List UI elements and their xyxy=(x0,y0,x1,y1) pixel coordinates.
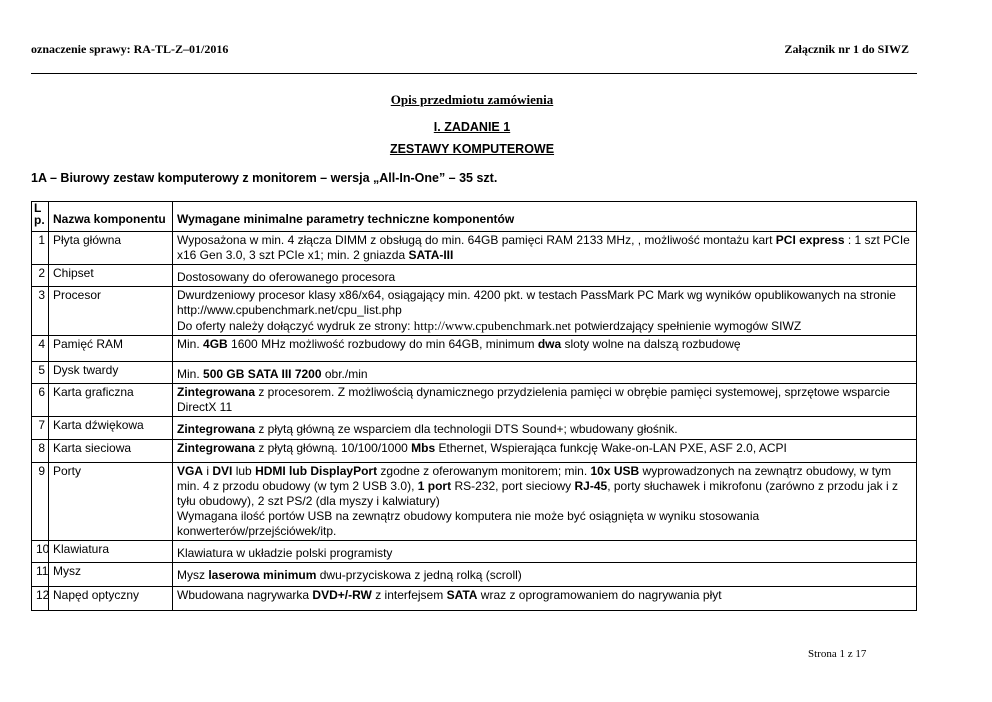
table-row xyxy=(32,417,917,440)
component-name: Płyta główna xyxy=(49,232,173,265)
requirement-text: sloty wolne na dalszą rozbudowę xyxy=(561,337,741,351)
component-name: Mysz xyxy=(49,563,173,587)
row-number: 2 xyxy=(32,265,49,287)
component-requirements xyxy=(173,587,917,611)
row-number: 7 xyxy=(32,417,49,440)
table-row xyxy=(32,265,917,287)
requirement-emphasis: Mbs xyxy=(411,441,436,455)
header-requirements: Wymagane minimalne parametry techniczne komponentów xyxy=(173,202,917,232)
requirement-text: Dwurdzeniowy procesor klasy x86/x64, osiągający min. 4200 pkt. w testach PassMark PC Mark wg wyników opublikowanych na stronie http://www.cpubenchmark.net/cpu_list.php xyxy=(177,288,896,317)
table-row xyxy=(32,440,917,463)
requirement-emphasis: Zintegrowana xyxy=(177,385,256,399)
page-number: Strona 1 z 17 xyxy=(808,648,867,660)
component-requirements xyxy=(173,384,917,417)
table-row xyxy=(32,232,917,265)
requirement-text: Min. xyxy=(177,337,204,351)
requirement-text: z płytą główną ze wsparciem dla technologii DTS Sound+; wbudowany głośnik. xyxy=(255,422,678,436)
requirement-text: , porty słuchawek i mikrofonu (zarówno z przodu jak i z tyłu obudowy), 2 szt PS/2 (dla myszy i kalwiatury) xyxy=(177,479,898,508)
requirement-emphasis: 4GB xyxy=(203,337,228,351)
document-title: Opis przedmiotu zamówienia xyxy=(390,92,554,107)
table-row xyxy=(32,541,917,563)
requirement-emphasis: 10x USB xyxy=(590,464,640,478)
component-requirements xyxy=(173,440,917,463)
component-name: Procesor xyxy=(49,287,173,336)
requirement-emphasis: SATA-III xyxy=(408,248,454,262)
component-name: Dysk twardy xyxy=(49,362,173,384)
row-number: 11 xyxy=(32,563,49,587)
component-requirements xyxy=(173,265,917,287)
attachment-label: Załącznik nr 1 do SIWZ xyxy=(784,42,909,56)
requirement-text: Min. xyxy=(177,367,204,381)
header-component-name: Nazwa komponentu xyxy=(49,202,173,232)
requirement-emphasis: Zintegrowana xyxy=(177,441,256,455)
requirement-text: Wyposażona w min. 4 złącza DIMM z obsługą do min. 64GB pamięci RAM 2133 MHz, , możliwość montażu kart xyxy=(177,233,776,247)
component-requirements xyxy=(173,336,917,362)
component-name: Chipset xyxy=(49,265,173,287)
requirement-text: wyprowadzonych na zewnątrz obudowy, w tym min. 4 z przodu obudowy (w tym 2 USB 3.0), xyxy=(177,464,892,493)
table-header-row xyxy=(32,202,917,232)
requirement-text: z płytą główną. 10/100/1000 xyxy=(255,441,412,455)
row-number: 9 xyxy=(32,463,49,541)
requirement-emphasis: dwa xyxy=(537,337,562,351)
requirement-text: potwierdzający spełnienie wymogów SIWZ xyxy=(571,319,802,333)
requirement-text: Klawiatura w układzie polski programisty xyxy=(177,546,393,560)
row-number: 10 xyxy=(32,541,49,563)
requirement-text: Ethernet, Wspierająca funkcję Wake-on-LAN PXE, ASF 2.0, ACPI xyxy=(435,441,787,455)
requirement-text: z procesorem. Z możliwością dynamicznego przydzielenia pamięci w obrębie pamięci systemowej, sprzętowe wsparcie DirectX 11 xyxy=(177,385,890,414)
requirement-text: http://www.cpubenchmark.net xyxy=(413,318,572,333)
requirement-text: lub xyxy=(232,464,256,478)
row-number: 6 xyxy=(32,384,49,417)
requirement-emphasis: laserowa minimum xyxy=(208,568,317,582)
requirement-text: obr./min xyxy=(321,367,368,381)
row-number: 5 xyxy=(32,362,49,384)
header-lp: Lp. xyxy=(32,202,49,232)
requirement-emphasis: DVD+/-RW xyxy=(312,588,372,602)
requirement-text: wraz z oprogramowaniem do nagrywania płyt xyxy=(477,588,722,602)
requirement-emphasis: 1 port xyxy=(417,479,452,493)
requirement-emphasis: RJ-45 xyxy=(574,479,608,493)
requirement-text: Dostosowany do oferowanego procesora xyxy=(177,270,396,284)
requirement-text: Wbudowana nagrywarka xyxy=(177,588,313,602)
case-reference: oznaczenie sprawy: RA-TL-Z–01/2016 xyxy=(31,42,229,56)
row-number: 1 xyxy=(32,232,49,265)
component-requirements xyxy=(173,362,917,384)
requirement-text: z interfejsem xyxy=(371,588,447,602)
component-requirements xyxy=(173,287,917,336)
task-subheading: ZESTAWY KOMPUTEROWE xyxy=(389,142,555,156)
requirement-text: Do oferty należy dołączyć wydruk ze strony: xyxy=(177,319,414,333)
table-row xyxy=(32,563,917,587)
component-name: Karta sieciowa xyxy=(49,440,173,463)
requirement-text: : 1 szt PCIe x16 Gen 3.0, 3 szt PCIe x1; min. 2 gniazda xyxy=(177,233,910,262)
component-requirements xyxy=(173,417,917,440)
header-divider xyxy=(31,73,917,74)
component-name: Pamięć RAM xyxy=(49,336,173,362)
requirement-emphasis: VGA xyxy=(177,464,204,478)
requirement-emphasis: HDMI lub DisplayPort xyxy=(255,464,378,478)
requirement-text: i xyxy=(203,464,213,478)
section-heading: 1A – Biurowy zestaw komputerowy z monitorem – wersja „All-In-One” – 35 szt. xyxy=(31,171,498,185)
component-name: Karta dźwiękowa xyxy=(49,417,173,440)
requirement-text: 1600 MHz możliwość rozbudowy do min 64GB, minimum xyxy=(227,337,538,351)
requirement-emphasis: Zintegrowana xyxy=(177,422,256,436)
requirement-emphasis: SATA xyxy=(446,588,478,602)
component-name: Karta graficzna xyxy=(49,384,173,417)
requirement-text: zgodne z oferowanym monitorem; min. xyxy=(377,464,591,478)
requirement-text: Mysz xyxy=(177,568,209,582)
component-name: Napęd optyczny xyxy=(49,587,173,611)
table-row xyxy=(32,287,917,336)
requirement-emphasis: DVI xyxy=(212,464,233,478)
requirement-text: RS-232, port sieciowy xyxy=(451,479,575,493)
component-requirements xyxy=(173,463,917,541)
requirement-emphasis: PCI express xyxy=(775,233,845,247)
row-number: 3 xyxy=(32,287,49,336)
table-row xyxy=(32,463,917,541)
requirement-emphasis: 500 GB SATA III 7200 xyxy=(203,367,322,381)
row-number: 8 xyxy=(32,440,49,463)
table-row xyxy=(32,336,917,362)
task-heading: I. ZADANIE 1 xyxy=(433,120,511,134)
component-requirements xyxy=(173,541,917,563)
component-name: Klawiatura xyxy=(49,541,173,563)
requirement-text: Wymagana ilość portów USB na zewnątrz obudowy komputera nie może być osiągnięta w wyniku stosowania konwerterów/przejściówek/itp. xyxy=(177,509,760,538)
table-row xyxy=(32,384,917,417)
table-row xyxy=(32,587,917,611)
component-name: Porty xyxy=(49,463,173,541)
row-number: 12 xyxy=(32,587,49,611)
requirement-text: dwu-przyciskowa z jedną rolką (scroll) xyxy=(316,568,522,582)
table-row xyxy=(32,362,917,384)
component-requirements xyxy=(173,232,917,265)
row-number: 4 xyxy=(32,336,49,362)
component-requirements xyxy=(173,563,917,587)
specification-table xyxy=(31,201,917,611)
